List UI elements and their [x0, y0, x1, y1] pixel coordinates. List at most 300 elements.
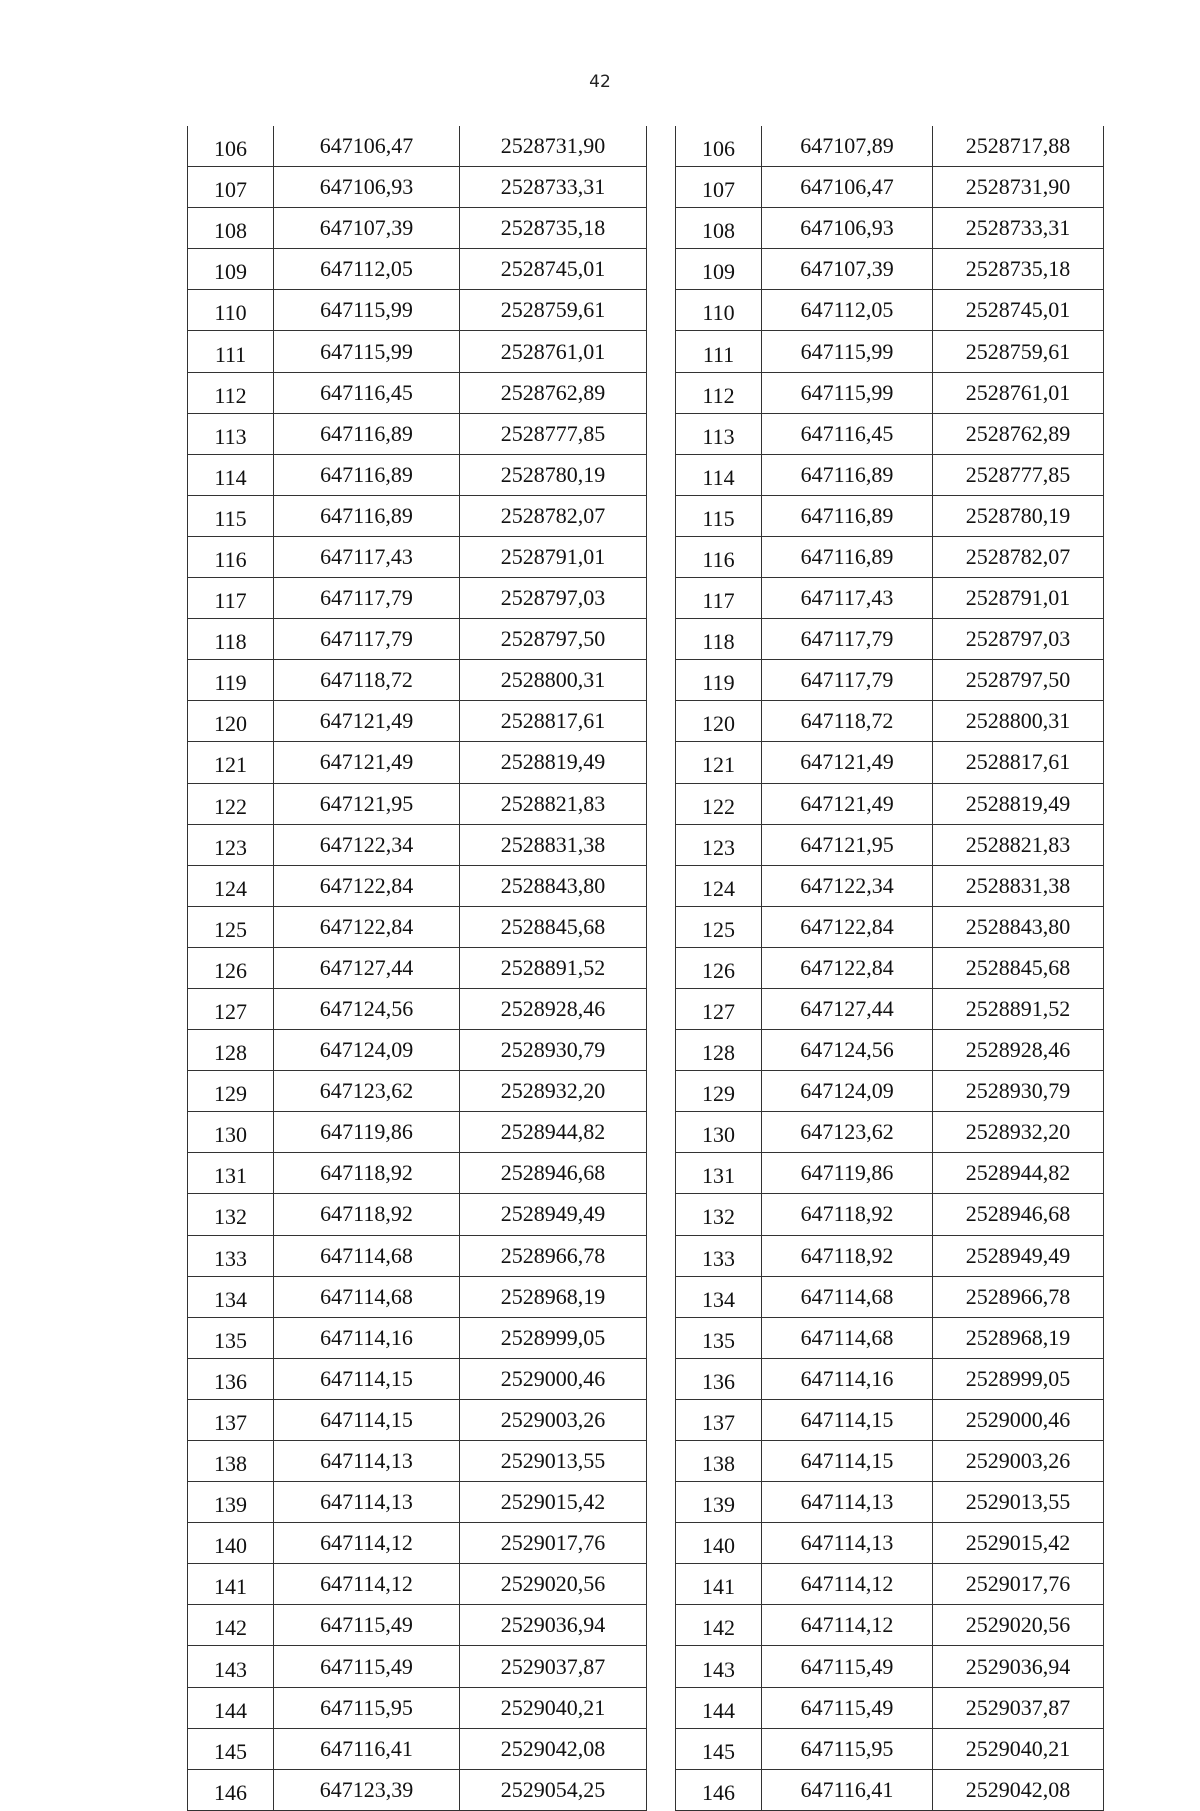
x-coordinate-cell: 647115,49 [762, 1646, 933, 1687]
point-number-cell: 135 [188, 1317, 274, 1358]
point-number-cell: 116 [188, 536, 274, 577]
y-coordinate-cell: 2528780,19 [460, 454, 647, 495]
x-coordinate-cell: 647116,89 [274, 454, 460, 495]
point-number-cell: 124 [676, 865, 762, 906]
y-coordinate-cell: 2529017,76 [933, 1564, 1104, 1605]
y-coordinate-cell: 2528782,07 [460, 495, 647, 536]
x-coordinate-cell: 647116,89 [274, 413, 460, 454]
y-coordinate-cell: 2528735,18 [460, 208, 647, 249]
point-number-cell: 121 [676, 742, 762, 783]
x-coordinate-cell: 647116,41 [274, 1728, 460, 1769]
y-coordinate-cell: 2529036,94 [933, 1646, 1104, 1687]
point-number-cell: 120 [676, 701, 762, 742]
point-number-cell: 131 [188, 1153, 274, 1194]
x-coordinate-cell: 647121,49 [762, 742, 933, 783]
table-row [188, 865, 647, 906]
x-coordinate-cell: 647124,09 [274, 1030, 460, 1071]
point-number-cell: 140 [188, 1523, 274, 1564]
point-number-cell: 123 [188, 824, 274, 865]
y-coordinate-cell: 2528819,49 [460, 742, 647, 783]
point-number-cell: 113 [188, 413, 274, 454]
table-row [188, 701, 647, 742]
point-number-cell: 111 [676, 331, 762, 372]
point-number-cell: 136 [188, 1358, 274, 1399]
y-coordinate-cell: 2528999,05 [933, 1358, 1104, 1399]
x-coordinate-cell: 647114,15 [762, 1441, 933, 1482]
x-coordinate-cell: 647114,13 [274, 1482, 460, 1523]
y-coordinate-cell: 2529042,08 [933, 1769, 1104, 1810]
coordinates-table-right [675, 126, 1104, 1811]
y-coordinate-cell: 2528797,03 [933, 619, 1104, 660]
table-row [188, 290, 647, 331]
x-coordinate-cell: 647119,86 [274, 1112, 460, 1153]
x-coordinate-cell: 647114,68 [762, 1276, 933, 1317]
y-coordinate-cell: 2529017,76 [460, 1523, 647, 1564]
y-coordinate-cell: 2529003,26 [933, 1441, 1104, 1482]
point-number-cell: 144 [188, 1687, 274, 1728]
y-coordinate-cell: 2529040,21 [460, 1687, 647, 1728]
point-number-cell: 137 [188, 1399, 274, 1440]
y-coordinate-cell: 2528777,85 [460, 413, 647, 454]
table-row [188, 1482, 647, 1523]
y-coordinate-cell: 2529015,42 [933, 1523, 1104, 1564]
point-number-cell: 143 [676, 1646, 762, 1687]
x-coordinate-cell: 647115,49 [274, 1646, 460, 1687]
x-coordinate-cell: 647123,39 [274, 1769, 460, 1810]
table-row [676, 1605, 1104, 1646]
point-number-cell: 108 [676, 208, 762, 249]
table-row [676, 1317, 1104, 1358]
x-coordinate-cell: 647114,13 [762, 1523, 933, 1564]
point-number-cell: 117 [676, 578, 762, 619]
coordinates-table-right-body [676, 126, 1104, 1810]
point-number-cell: 125 [188, 906, 274, 947]
point-number-cell: 114 [676, 454, 762, 495]
point-number-cell: 116 [676, 536, 762, 577]
y-coordinate-cell: 2528999,05 [460, 1317, 647, 1358]
x-coordinate-cell: 647123,62 [762, 1112, 933, 1153]
table-row [676, 249, 1104, 290]
point-number-cell: 126 [188, 947, 274, 988]
y-coordinate-cell: 2528930,79 [933, 1071, 1104, 1112]
table-row [676, 783, 1104, 824]
x-coordinate-cell: 647115,49 [274, 1605, 460, 1646]
y-coordinate-cell: 2528946,68 [460, 1153, 647, 1194]
point-number-cell: 137 [676, 1399, 762, 1440]
y-coordinate-cell: 2528843,80 [933, 906, 1104, 947]
table-row [676, 167, 1104, 208]
table-row [188, 1276, 647, 1317]
table-row [676, 1358, 1104, 1399]
y-coordinate-cell: 2528731,90 [933, 167, 1104, 208]
table-row [676, 865, 1104, 906]
y-coordinate-cell: 2528761,01 [933, 372, 1104, 413]
y-coordinate-cell: 2528800,31 [933, 701, 1104, 742]
x-coordinate-cell: 647116,45 [274, 372, 460, 413]
y-coordinate-cell: 2528797,50 [460, 619, 647, 660]
x-coordinate-cell: 647118,92 [762, 1235, 933, 1276]
y-coordinate-cell: 2528817,61 [460, 701, 647, 742]
table-row [188, 1769, 647, 1810]
point-number-cell: 126 [676, 947, 762, 988]
table-row [188, 1728, 647, 1769]
table-row [676, 1728, 1104, 1769]
x-coordinate-cell: 647115,95 [274, 1687, 460, 1728]
point-number-cell: 134 [676, 1276, 762, 1317]
table-row [188, 1564, 647, 1605]
x-coordinate-cell: 647116,41 [762, 1769, 933, 1810]
x-coordinate-cell: 647122,84 [762, 947, 933, 988]
y-coordinate-cell: 2529013,55 [460, 1441, 647, 1482]
y-coordinate-cell: 2528944,82 [460, 1112, 647, 1153]
page-number: 42 [589, 72, 611, 92]
y-coordinate-cell: 2529040,21 [933, 1728, 1104, 1769]
point-number-cell: 109 [676, 249, 762, 290]
table-row [676, 1276, 1104, 1317]
x-coordinate-cell: 647118,92 [762, 1194, 933, 1235]
y-coordinate-cell: 2529000,46 [460, 1358, 647, 1399]
point-number-cell: 145 [188, 1728, 274, 1769]
x-coordinate-cell: 647114,13 [762, 1482, 933, 1523]
point-number-cell: 125 [676, 906, 762, 947]
x-coordinate-cell: 647107,39 [762, 249, 933, 290]
x-coordinate-cell: 647122,34 [762, 865, 933, 906]
y-coordinate-cell: 2528932,20 [460, 1071, 647, 1112]
point-number-cell: 119 [188, 660, 274, 701]
table-row [676, 906, 1104, 947]
point-number-cell: 118 [676, 619, 762, 660]
point-number-cell: 107 [188, 167, 274, 208]
x-coordinate-cell: 647118,72 [762, 701, 933, 742]
point-number-cell: 123 [676, 824, 762, 865]
table-row [676, 824, 1104, 865]
y-coordinate-cell: 2528733,31 [933, 208, 1104, 249]
table-row [676, 988, 1104, 1029]
y-coordinate-cell: 2529020,56 [933, 1605, 1104, 1646]
x-coordinate-cell: 647114,68 [274, 1235, 460, 1276]
coordinates-table-left-body [188, 126, 647, 1810]
table-row [188, 619, 647, 660]
table-row [676, 1194, 1104, 1235]
x-coordinate-cell: 647114,12 [274, 1564, 460, 1605]
point-number-cell: 122 [676, 783, 762, 824]
x-coordinate-cell: 647106,47 [274, 126, 460, 167]
table-row [676, 1153, 1104, 1194]
x-coordinate-cell: 647118,92 [274, 1153, 460, 1194]
table-row [188, 1605, 647, 1646]
y-coordinate-cell: 2528817,61 [933, 742, 1104, 783]
x-coordinate-cell: 647121,95 [274, 783, 460, 824]
x-coordinate-cell: 647123,62 [274, 1071, 460, 1112]
point-number-cell: 135 [676, 1317, 762, 1358]
point-number-cell: 127 [188, 988, 274, 1029]
point-number-cell: 131 [676, 1153, 762, 1194]
y-coordinate-cell: 2528928,46 [933, 1030, 1104, 1071]
y-coordinate-cell: 2528845,68 [933, 947, 1104, 988]
point-number-cell: 139 [188, 1482, 274, 1523]
table-row [188, 1523, 647, 1564]
table-row [188, 1071, 647, 1112]
table-row [676, 1030, 1104, 1071]
y-coordinate-cell: 2528819,49 [933, 783, 1104, 824]
y-coordinate-cell: 2529015,42 [460, 1482, 647, 1523]
y-coordinate-cell: 2528891,52 [933, 988, 1104, 1029]
y-coordinate-cell: 2528843,80 [460, 865, 647, 906]
y-coordinate-cell: 2528949,49 [460, 1194, 647, 1235]
table-row [188, 1646, 647, 1687]
y-coordinate-cell: 2528731,90 [460, 126, 647, 167]
x-coordinate-cell: 647115,99 [762, 331, 933, 372]
y-coordinate-cell: 2528932,20 [933, 1112, 1104, 1153]
point-number-cell: 132 [188, 1194, 274, 1235]
y-coordinate-cell: 2528968,19 [933, 1317, 1104, 1358]
point-number-cell: 117 [188, 578, 274, 619]
table-row [188, 947, 647, 988]
y-coordinate-cell: 2528845,68 [460, 906, 647, 947]
table-row [188, 126, 647, 167]
y-coordinate-cell: 2529042,08 [460, 1728, 647, 1769]
point-number-cell: 142 [676, 1605, 762, 1646]
y-coordinate-cell: 2528800,31 [460, 660, 647, 701]
y-coordinate-cell: 2528759,61 [460, 290, 647, 331]
x-coordinate-cell: 647116,45 [762, 413, 933, 454]
point-number-cell: 120 [188, 701, 274, 742]
x-coordinate-cell: 647114,13 [274, 1441, 460, 1482]
table-row [676, 1564, 1104, 1605]
table-row [188, 1358, 647, 1399]
y-coordinate-cell: 2528735,18 [933, 249, 1104, 290]
x-coordinate-cell: 647106,93 [274, 167, 460, 208]
x-coordinate-cell: 647114,15 [274, 1358, 460, 1399]
x-coordinate-cell: 647124,56 [274, 988, 460, 1029]
y-coordinate-cell: 2529013,55 [933, 1482, 1104, 1523]
table-row [676, 331, 1104, 372]
table-row [676, 1482, 1104, 1523]
table-row [188, 1194, 647, 1235]
y-coordinate-cell: 2528966,78 [460, 1235, 647, 1276]
point-number-cell: 113 [676, 413, 762, 454]
table-row [676, 1687, 1104, 1728]
point-number-cell: 133 [676, 1235, 762, 1276]
table-row [188, 331, 647, 372]
table-row [188, 906, 647, 947]
point-number-cell: 115 [676, 495, 762, 536]
y-coordinate-cell: 2528928,46 [460, 988, 647, 1029]
table-row [188, 1687, 647, 1728]
x-coordinate-cell: 647107,39 [274, 208, 460, 249]
table-row [188, 988, 647, 1029]
x-coordinate-cell: 647106,93 [762, 208, 933, 249]
x-coordinate-cell: 647121,49 [274, 701, 460, 742]
y-coordinate-cell: 2529000,46 [933, 1399, 1104, 1440]
point-number-cell: 142 [188, 1605, 274, 1646]
y-coordinate-cell: 2528745,01 [460, 249, 647, 290]
point-number-cell: 124 [188, 865, 274, 906]
x-coordinate-cell: 647117,79 [274, 578, 460, 619]
x-coordinate-cell: 647117,43 [762, 578, 933, 619]
x-coordinate-cell: 647116,89 [762, 536, 933, 577]
table-row [188, 824, 647, 865]
table-row [188, 1112, 647, 1153]
x-coordinate-cell: 647122,84 [762, 906, 933, 947]
y-coordinate-cell: 2528930,79 [460, 1030, 647, 1071]
point-number-cell: 132 [676, 1194, 762, 1235]
point-number-cell: 129 [188, 1071, 274, 1112]
x-coordinate-cell: 647127,44 [274, 947, 460, 988]
x-coordinate-cell: 647124,56 [762, 1030, 933, 1071]
point-number-cell: 110 [188, 290, 274, 331]
x-coordinate-cell: 647117,79 [274, 619, 460, 660]
y-coordinate-cell: 2528821,83 [933, 824, 1104, 865]
point-number-cell: 133 [188, 1235, 274, 1276]
point-number-cell: 138 [676, 1441, 762, 1482]
table-row [676, 495, 1104, 536]
x-coordinate-cell: 647115,99 [274, 331, 460, 372]
x-coordinate-cell: 647121,49 [762, 783, 933, 824]
y-coordinate-cell: 2528944,82 [933, 1153, 1104, 1194]
y-coordinate-cell: 2528968,19 [460, 1276, 647, 1317]
x-coordinate-cell: 647118,72 [274, 660, 460, 701]
table-row [188, 167, 647, 208]
x-coordinate-cell: 647115,99 [274, 290, 460, 331]
table-row [676, 208, 1104, 249]
y-coordinate-cell: 2529020,56 [460, 1564, 647, 1605]
table-row [676, 701, 1104, 742]
x-coordinate-cell: 647117,79 [762, 619, 933, 660]
table-row [676, 947, 1104, 988]
table-row [676, 578, 1104, 619]
table-row [676, 619, 1104, 660]
table-row [188, 413, 647, 454]
x-coordinate-cell: 647106,47 [762, 167, 933, 208]
y-coordinate-cell: 2528821,83 [460, 783, 647, 824]
table-row [676, 290, 1104, 331]
point-number-cell: 128 [676, 1030, 762, 1071]
point-number-cell: 136 [676, 1358, 762, 1399]
point-number-cell: 129 [676, 1071, 762, 1112]
point-number-cell: 130 [676, 1112, 762, 1153]
y-coordinate-cell: 2528891,52 [460, 947, 647, 988]
x-coordinate-cell: 647107,89 [762, 126, 933, 167]
point-number-cell: 112 [188, 372, 274, 413]
point-number-cell: 112 [676, 372, 762, 413]
y-coordinate-cell: 2528946,68 [933, 1194, 1104, 1235]
table-row [676, 454, 1104, 495]
point-number-cell: 145 [676, 1728, 762, 1769]
point-number-cell: 111 [188, 331, 274, 372]
table-row [188, 372, 647, 413]
table-row [676, 660, 1104, 701]
y-coordinate-cell: 2529003,26 [460, 1399, 647, 1440]
table-row [676, 1112, 1104, 1153]
y-coordinate-cell: 2529037,87 [460, 1646, 647, 1687]
point-number-cell: 127 [676, 988, 762, 1029]
point-number-cell: 119 [676, 660, 762, 701]
x-coordinate-cell: 647122,84 [274, 865, 460, 906]
table-row [188, 1317, 647, 1358]
x-coordinate-cell: 647114,12 [762, 1605, 933, 1646]
table-row [188, 536, 647, 577]
table-row [188, 249, 647, 290]
point-number-cell: 140 [676, 1523, 762, 1564]
table-row [676, 1441, 1104, 1482]
point-number-cell: 122 [188, 783, 274, 824]
table-row [676, 1769, 1104, 1810]
y-coordinate-cell: 2528831,38 [460, 824, 647, 865]
table-row [188, 660, 647, 701]
table-row [188, 454, 647, 495]
table-row [676, 536, 1104, 577]
point-number-cell: 146 [188, 1769, 274, 1810]
point-number-cell: 143 [188, 1646, 274, 1687]
x-coordinate-cell: 647112,05 [762, 290, 933, 331]
point-number-cell: 138 [188, 1441, 274, 1482]
y-coordinate-cell: 2528797,03 [460, 578, 647, 619]
x-coordinate-cell: 647117,79 [762, 660, 933, 701]
y-coordinate-cell: 2528745,01 [933, 290, 1104, 331]
point-number-cell: 110 [676, 290, 762, 331]
point-number-cell: 114 [188, 454, 274, 495]
y-coordinate-cell: 2528759,61 [933, 331, 1104, 372]
table-row [188, 742, 647, 783]
table-row [676, 1235, 1104, 1276]
x-coordinate-cell: 647114,12 [762, 1564, 933, 1605]
point-number-cell: 106 [676, 126, 762, 167]
x-coordinate-cell: 647114,68 [762, 1317, 933, 1358]
point-number-cell: 108 [188, 208, 274, 249]
x-coordinate-cell: 647112,05 [274, 249, 460, 290]
table-row [188, 1030, 647, 1071]
table-row [676, 413, 1104, 454]
point-number-cell: 141 [676, 1564, 762, 1605]
point-number-cell: 109 [188, 249, 274, 290]
y-coordinate-cell: 2528949,49 [933, 1235, 1104, 1276]
y-coordinate-cell: 2529036,94 [460, 1605, 647, 1646]
point-number-cell: 121 [188, 742, 274, 783]
y-coordinate-cell: 2528733,31 [460, 167, 647, 208]
table-row [676, 742, 1104, 783]
x-coordinate-cell: 647116,89 [762, 454, 933, 495]
point-number-cell: 128 [188, 1030, 274, 1071]
x-coordinate-cell: 647114,12 [274, 1523, 460, 1564]
table-row [188, 1399, 647, 1440]
point-number-cell: 134 [188, 1276, 274, 1317]
y-coordinate-cell: 2529037,87 [933, 1687, 1104, 1728]
x-coordinate-cell: 647114,15 [274, 1399, 460, 1440]
x-coordinate-cell: 647114,16 [762, 1358, 933, 1399]
table-row [188, 1235, 647, 1276]
y-coordinate-cell: 2528762,89 [933, 413, 1104, 454]
point-number-cell: 106 [188, 126, 274, 167]
table-row [188, 783, 647, 824]
table-row [188, 1153, 647, 1194]
point-number-cell: 144 [676, 1687, 762, 1728]
point-number-cell: 141 [188, 1564, 274, 1605]
x-coordinate-cell: 647118,92 [274, 1194, 460, 1235]
x-coordinate-cell: 647119,86 [762, 1153, 933, 1194]
table-row [676, 1646, 1104, 1687]
point-number-cell: 139 [676, 1482, 762, 1523]
table-row [676, 126, 1104, 167]
table-row [188, 1441, 647, 1482]
x-coordinate-cell: 647116,89 [762, 495, 933, 536]
table-row [188, 208, 647, 249]
point-number-cell: 146 [676, 1769, 762, 1810]
y-coordinate-cell: 2528780,19 [933, 495, 1104, 536]
x-coordinate-cell: 647115,99 [762, 372, 933, 413]
table-row [188, 495, 647, 536]
x-coordinate-cell: 647122,84 [274, 906, 460, 947]
